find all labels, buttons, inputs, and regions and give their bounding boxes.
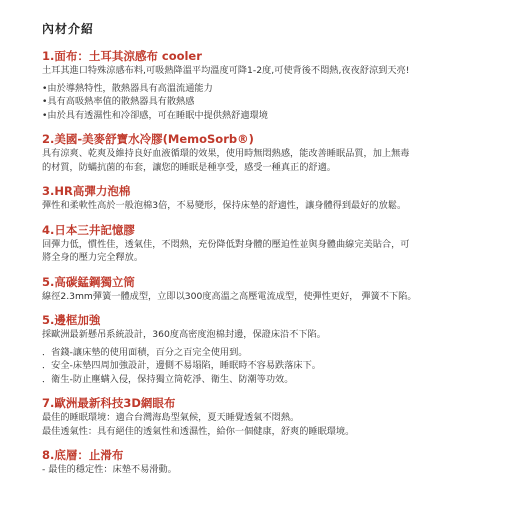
- section-line: 回彈力低，慣性佳，透氣佳，不悶熱，充份降低對身體的壓迫性並與身體曲線完美貼合，可: [42, 238, 410, 250]
- section-title: 4.日本三井記憶膠: [42, 222, 135, 237]
- section-2: [42, 132, 506, 174]
- section-6: [42, 313, 506, 386]
- section-line: •由於導熱特性，散熱器具有高溫流通能力: [42, 82, 213, 94]
- section-8: [42, 448, 506, 477]
- section-line: 最佳的睡眠環境：適合台灣海島型氣候，夏天睡覺透氣不悶熱。: [42, 412, 300, 423]
- section-title: 3.HR高彈力泡棉: [42, 184, 131, 198]
- section-line: 具有涼爽、乾爽及維持良好血液循環的效果，使用時無悶熱感，能改善睡眠品質，加上無毒: [42, 148, 410, 159]
- section-line: 將全身的壓力完全釋放。: [42, 252, 144, 263]
- section-title: 2.美國-美麥舒寶水冷膠(MemoSorb®): [42, 132, 254, 146]
- section-title: 1.面布：土耳其涼感布 cooler: [42, 49, 202, 63]
- section-line: 線徑2.3mm彈簧一體成型，立即以300度高溫之高壓電流成型，使彈性更好， 彈簧不下陷。: [42, 290, 417, 302]
- section-title: 7.歐洲最新科技3D網眼布: [42, 396, 176, 410]
- section-3: [42, 184, 506, 213]
- section-line: ．安全-床墊四周加強設計，邊側不易塌陷，睡眠時不容易跌落床下。: [42, 360, 321, 371]
- section-4: [42, 223, 506, 265]
- section-line: 彈性和柔軟性高於一般泡棉3倍，不易變形，保持床墊的舒適性，讓身體得到最好的放鬆。: [42, 200, 407, 211]
- section-1: [42, 49, 506, 122]
- section-5: [42, 275, 506, 304]
- section-line: 土耳其進口特殊涼感布料,可吸熱降溫平均溫度可降1-2度,可使背後不悶熱,夜夜舒涼到天亮!: [42, 65, 410, 76]
- section-title: 8.底層：止滑布: [42, 448, 124, 462]
- section-line: ．衛生-防止塵螨入侵，保持獨立筒乾淨、衛生、防潮等功效。: [42, 373, 294, 385]
- section-line: ．省錢-讓床墊的使用面積，百分之百完全使用到。: [42, 346, 248, 358]
- sections-container: [42, 49, 506, 477]
- section-line: 採歐洲最新懸吊系統設計，360度高密度泡棉封邊，保證床沿不下陷。: [42, 329, 326, 340]
- section-line: •具有高吸熱率值的散熱器具有散熱感: [42, 96, 195, 107]
- section-title: 5.邊框加強: [42, 313, 101, 327]
- document-title: 內材介紹: [42, 22, 95, 36]
- section-7: [42, 396, 506, 438]
- section-title: 5.高碳錳鋼獨立筒: [42, 274, 135, 289]
- section-line: 的材質，防蟎抗菌的布套，讓您的睡眠是種享受，感受一種真正的舒適。: [42, 161, 336, 173]
- section-line: - 最佳的穩定性：床墊不易滑動。: [42, 464, 177, 475]
- section-line: •由於具有透濕性和冷卻感，可在睡眠中提供熱舒適環境: [42, 109, 268, 121]
- section-line: 最佳透氣性：具有絕佳的透氣性和透濕性，給你一個健康，舒爽的睡眠環境。: [42, 425, 355, 437]
